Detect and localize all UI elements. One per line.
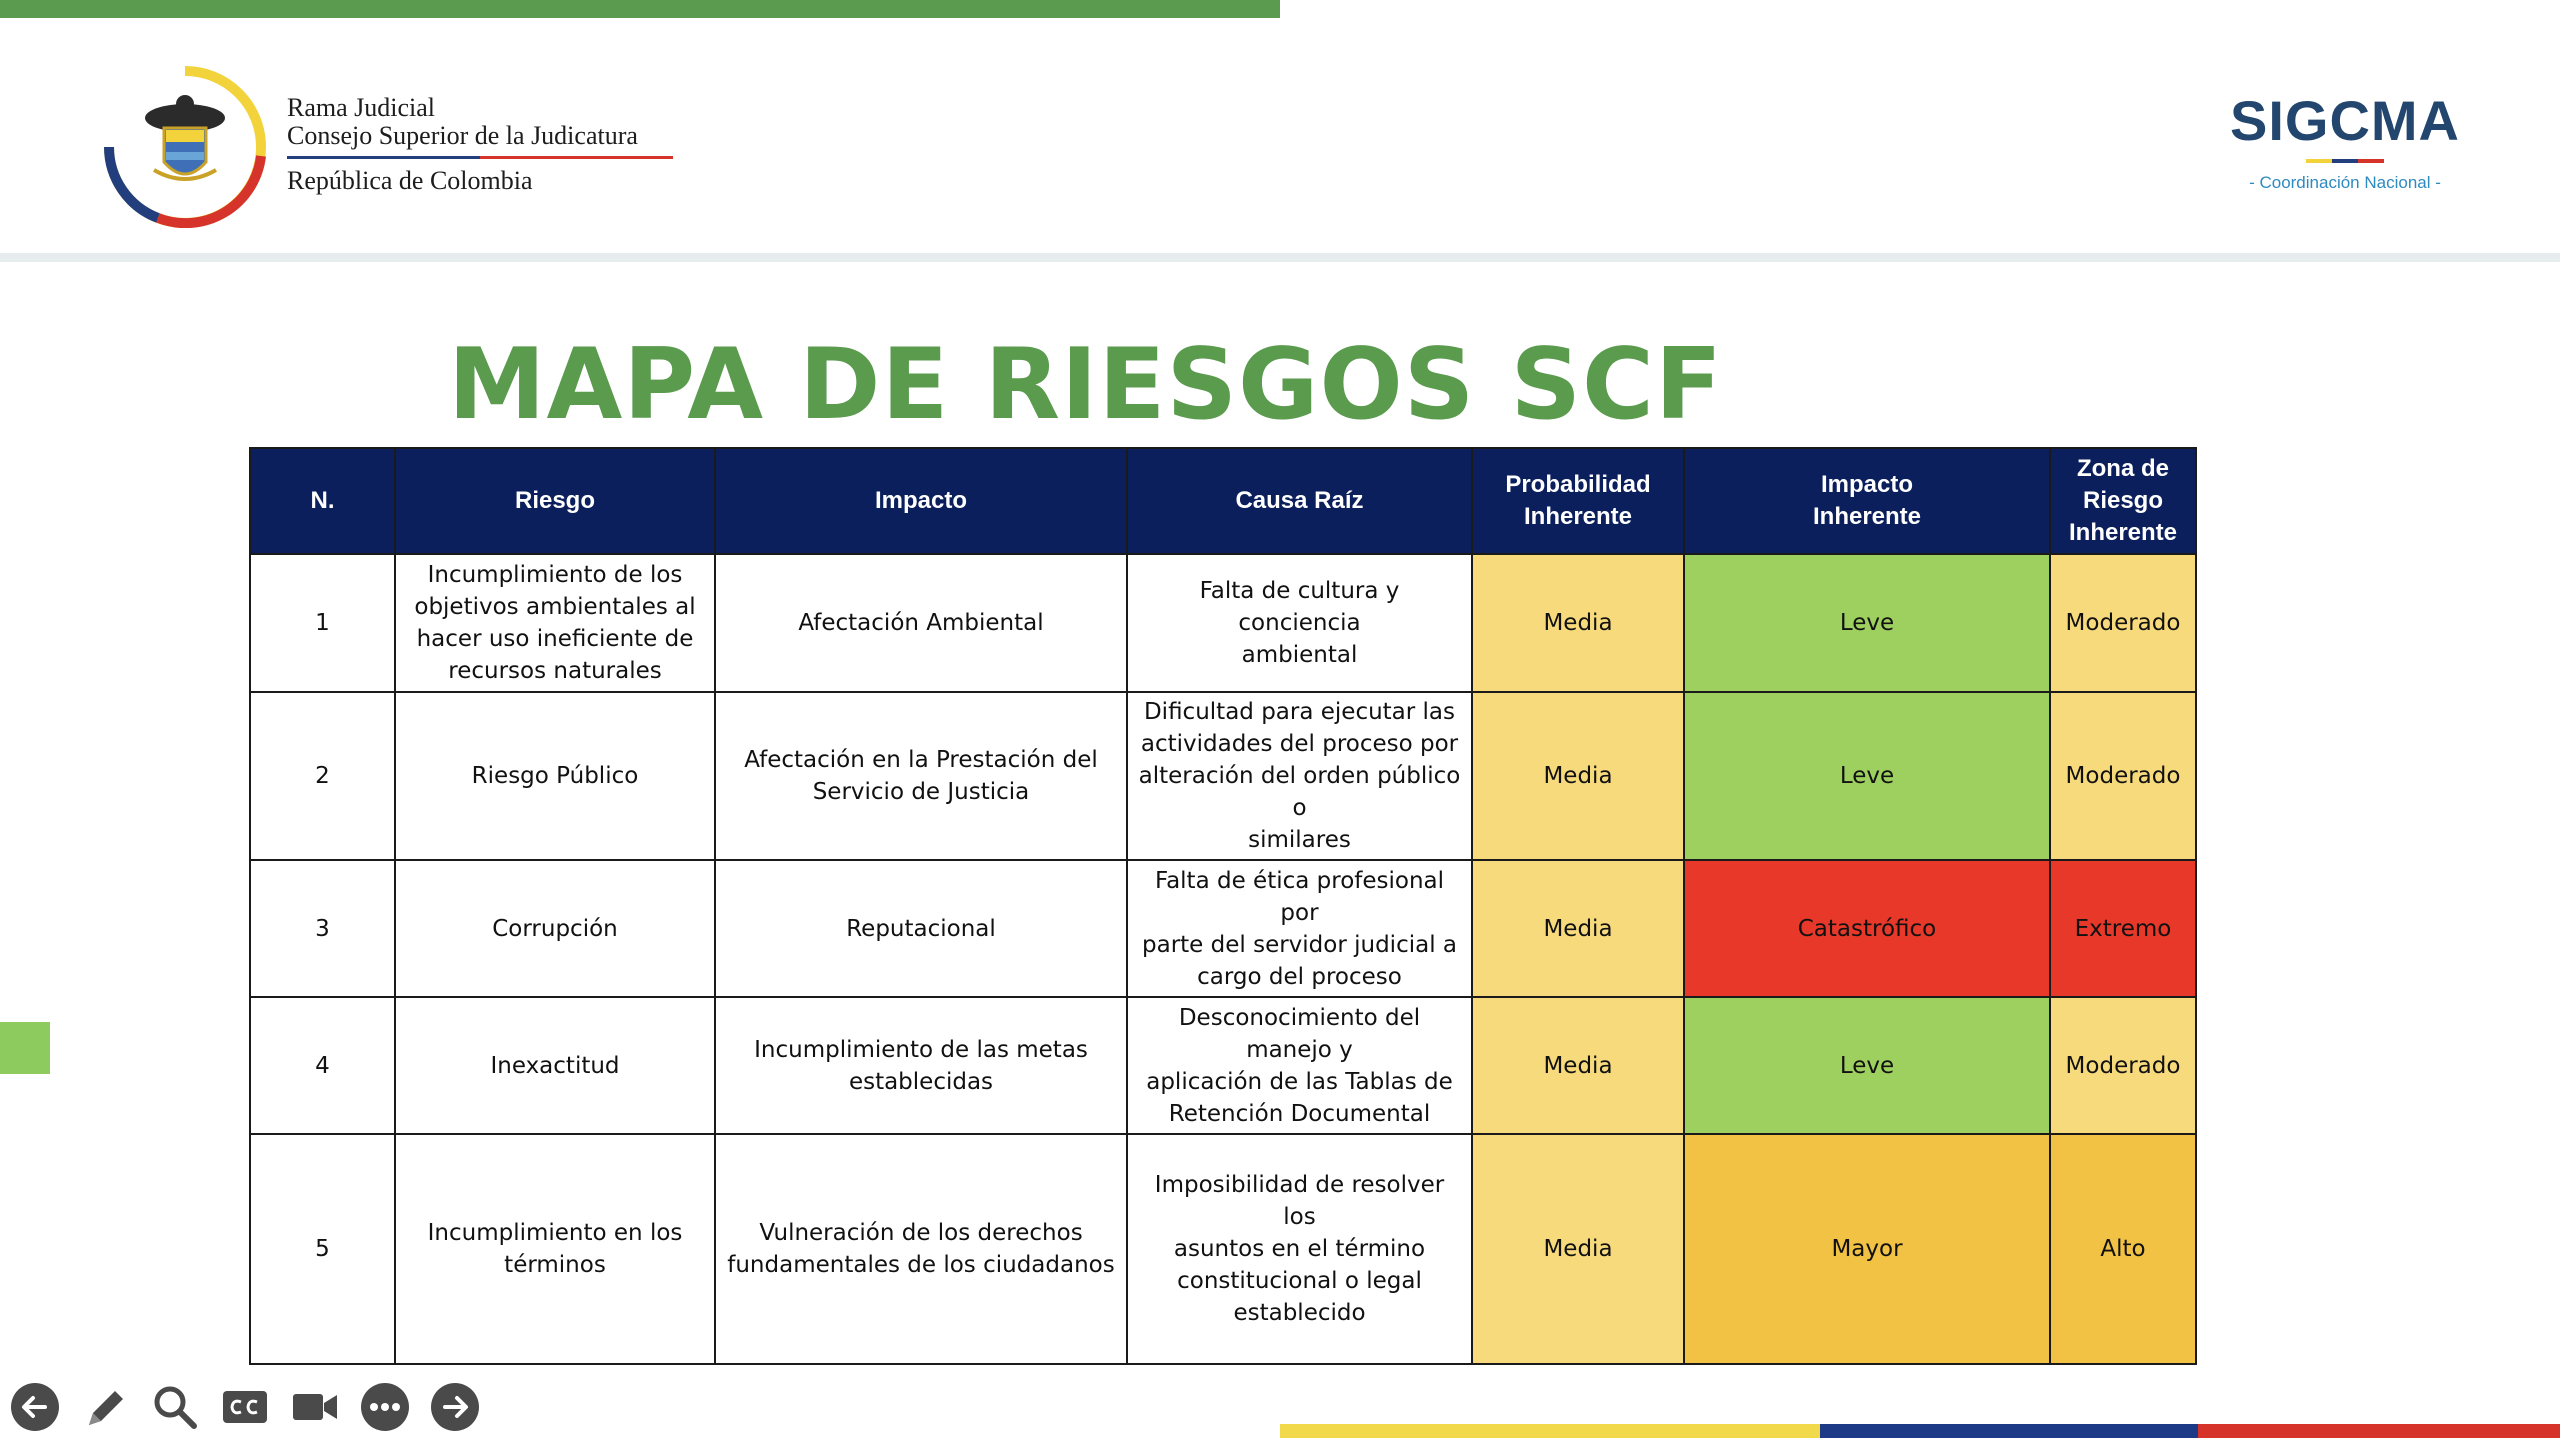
arrow-right-icon[interactable] <box>426 1380 484 1434</box>
magnifier-icon[interactable] <box>146 1380 204 1434</box>
page-title: MAPA DE RIESGOS SCF <box>448 328 1723 442</box>
risk-map-table <box>249 447 2197 1365</box>
cell-impacto: Afectación Ambiental <box>715 554 1127 692</box>
cell-causa-raiz: Falta de ética profesional por parte del servidor judicial a cargo del proceso <box>1127 860 1472 997</box>
header-zona-riesgo-inherente: Zona de Riesgo Inherente <box>2050 448 2196 554</box>
table-row <box>250 554 2196 692</box>
header-causa-raiz: Causa Raíz <box>1127 448 1472 554</box>
bottom-flag-stripe-red <box>2198 1424 2560 1438</box>
cell-probabilidad: Media <box>1472 692 1684 860</box>
header-divider <box>0 253 2560 262</box>
header-riesgo: Riesgo <box>395 448 715 554</box>
sigcma-subtitle: - Coordinación Nacional - <box>2249 173 2441 192</box>
table-row <box>250 1134 2196 1364</box>
cell-n: 4 <box>250 997 395 1134</box>
cell-riesgo: Inexactitud <box>395 997 715 1134</box>
cell-impacto: Afectación en la Prestación del Servicio de Justicia <box>715 692 1127 860</box>
table-row <box>250 860 2196 997</box>
cell-riesgo: Incumplimiento en los términos <box>395 1134 715 1364</box>
organization-block <box>287 94 673 195</box>
top-accent-bar <box>0 0 1280 18</box>
cell-n: 1 <box>250 554 395 692</box>
sigcma-flag-stripe <box>2200 159 2490 165</box>
org-divider-rule <box>287 156 673 159</box>
cell-riesgo: Riesgo Público <box>395 692 715 860</box>
cell-causa-raiz: Desconocimiento del manejo y aplicación de las Tablas de Retención Documental <box>1127 997 1472 1134</box>
cell-zona-riesgo: Moderado <box>2050 554 2196 692</box>
cell-riesgo: Incumplimiento de los objetivos ambientales al hacer uso ineficiente de recursos naturales <box>395 554 715 692</box>
bottom-flag-stripe-yellow <box>1280 1424 1820 1438</box>
sigcma-logo <box>2200 89 2490 193</box>
org-name-consejo-superior: Consejo Superior de la Judicatura <box>287 121 638 150</box>
header-probabilidad-inherente: Probabilidad Inherente <box>1472 448 1684 554</box>
video-camera-icon[interactable] <box>286 1380 344 1434</box>
cell-zona-riesgo: Moderado <box>2050 997 2196 1134</box>
cell-probabilidad: Media <box>1472 860 1684 997</box>
presentation-toolbar <box>6 1380 484 1434</box>
cell-n: 2 <box>250 692 395 860</box>
header-impacto: Impacto <box>715 448 1127 554</box>
cell-impacto-inherente: Leve <box>1684 692 2050 860</box>
more-options-icon[interactable] <box>356 1380 414 1434</box>
sigcma-title: SIGCMA <box>2230 89 2460 152</box>
table-header-row <box>250 448 2196 554</box>
table-row <box>250 692 2196 860</box>
cell-zona-riesgo: Moderado <box>2050 692 2196 860</box>
bottom-flag-stripe-blue <box>1820 1424 2198 1438</box>
side-marker <box>0 1022 50 1074</box>
cell-causa-raiz: Dificultad para ejecutar las actividades del proceso por alteración del orden público o similares <box>1127 692 1472 860</box>
cell-zona-riesgo: Alto <box>2050 1134 2196 1364</box>
arrow-left-icon[interactable] <box>6 1380 64 1434</box>
cell-impacto-inherente: Leve <box>1684 554 2050 692</box>
header-n: N. <box>250 448 395 554</box>
cell-zona-riesgo: Extremo <box>2050 860 2196 997</box>
cell-impacto: Reputacional <box>715 860 1127 997</box>
colombia-coat-of-arms-logo <box>104 66 266 228</box>
cell-probabilidad: Media <box>1472 1134 1684 1364</box>
cell-impacto: Incumplimiento de las metas establecidas <box>715 997 1127 1134</box>
pen-icon[interactable] <box>76 1380 134 1434</box>
cell-probabilidad: Media <box>1472 997 1684 1134</box>
cell-impacto-inherente: Mayor <box>1684 1134 2050 1364</box>
header-impacto-inherente: Impacto Inherente <box>1684 448 2050 554</box>
table-row <box>250 997 2196 1134</box>
cell-riesgo: Corrupción <box>395 860 715 997</box>
org-name-republica: República de Colombia <box>287 166 533 195</box>
cell-causa-raiz: Imposibilidad de resolver los asuntos en el término constitucional o legal establecido <box>1127 1134 1472 1364</box>
cell-probabilidad: Media <box>1472 554 1684 692</box>
cell-causa-raiz: Falta de cultura y conciencia ambiental <box>1127 554 1472 692</box>
org-name-rama-judicial: Rama Judicial <box>287 93 436 122</box>
closed-captions-icon[interactable] <box>216 1380 274 1434</box>
cell-n: 3 <box>250 860 395 997</box>
cell-impacto-inherente: Catastrófico <box>1684 860 2050 997</box>
cell-impacto-inherente: Leve <box>1684 997 2050 1134</box>
cell-impacto: Vulneración de los derechos fundamentales de los ciudadanos <box>715 1134 1127 1364</box>
cell-n: 5 <box>250 1134 395 1364</box>
